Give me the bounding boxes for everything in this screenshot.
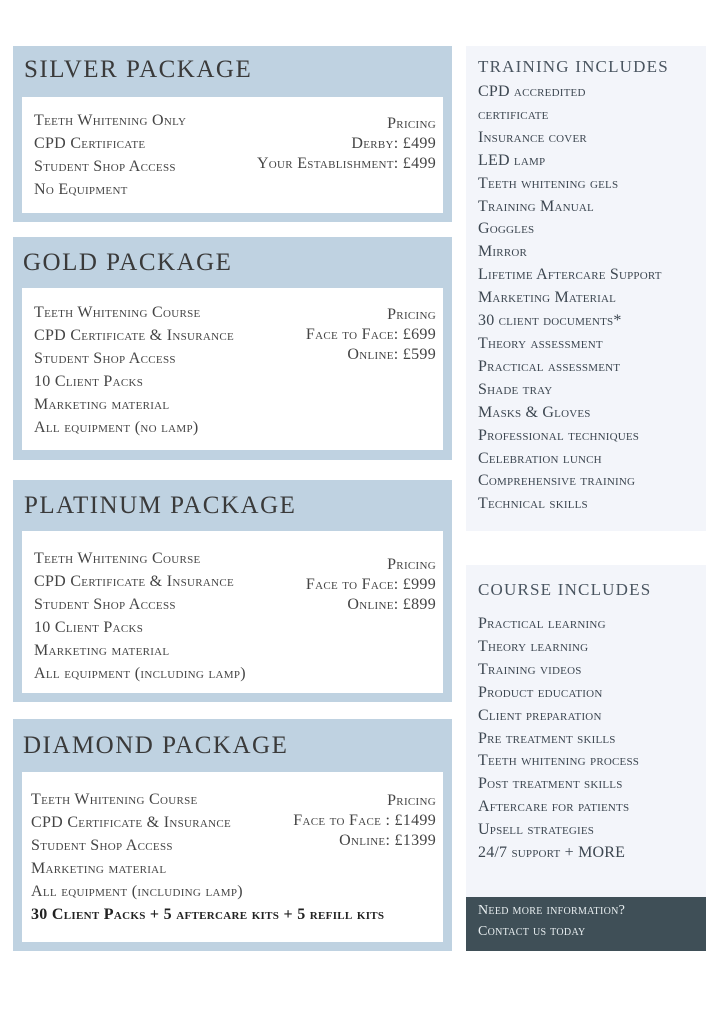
training-item: Technical skills	[478, 495, 588, 513]
training-item: Comprehensive training	[478, 472, 636, 490]
feature-item-highlight: 30 Client Packs + 5 aftercare kits + 5 refill kits	[31, 906, 385, 923]
training-item: Shade tray	[478, 380, 553, 398]
pricing-block	[306, 555, 436, 615]
package-title: DIAMOND PACKAGE	[23, 732, 289, 759]
training-item: Marketing Material	[478, 289, 617, 307]
course-item: Teeth whitening process	[478, 752, 640, 770]
training-item: Lifetime Aftercare Support	[478, 266, 662, 284]
gold-package	[13, 237, 452, 460]
package-title: PLATINUM PACKAGE	[24, 492, 297, 519]
feature-item: Teeth Whitening Course	[34, 304, 201, 321]
course-list	[478, 613, 639, 865]
feature-item: CPD Certificate & Insurance	[34, 327, 235, 344]
training-item: Professional techniques	[478, 426, 640, 444]
diamond-package	[13, 719, 452, 951]
training-item: Mirror	[478, 243, 528, 261]
contact-line-1: Need more information?	[478, 903, 626, 918]
training-item: 30 client documents*	[478, 312, 622, 330]
package-details	[22, 288, 443, 450]
training-item: Masks & Gloves	[478, 403, 591, 421]
training-item: Insurance cover	[478, 128, 587, 146]
feature-item: Marketing material	[34, 642, 170, 659]
feature-item: CPD Certificate	[34, 135, 146, 152]
course-item: Practical learning	[478, 615, 606, 632]
course-item: Training videos	[478, 660, 582, 678]
course-item: Theory learning	[478, 637, 589, 655]
price-establishment: Your Establishment: £499	[256, 155, 436, 172]
training-item: LED lamp	[478, 151, 546, 169]
training-item: certificate	[478, 105, 549, 123]
training-item: Training Manual	[478, 197, 594, 215]
course-item: Upsell strategies	[478, 821, 595, 839]
training-list	[478, 81, 662, 516]
feature-item: All equipment (including lamp)	[31, 883, 243, 900]
feature-item: No Equipment	[34, 181, 128, 198]
package-title: SILVER PACKAGE	[24, 56, 253, 83]
feature-item: Student Shop Access	[34, 158, 176, 175]
feature-item: Teeth Whitening Course	[34, 550, 201, 567]
training-item: CPD accredited	[478, 83, 586, 100]
training-item: Practical assessment	[478, 357, 621, 375]
feature-list	[34, 301, 234, 439]
feature-item: Student Shop Access	[31, 837, 173, 854]
course-includes-title: COURSE INCLUDES	[478, 580, 652, 599]
feature-item: CPD Certificate & Insurance	[34, 573, 235, 590]
price-face-to-face: Face to Face: £999	[305, 576, 436, 593]
price-face-to-face: Face to Face : £1499	[293, 812, 436, 829]
feature-item: Student Shop Access	[34, 350, 176, 367]
package-details	[22, 97, 443, 213]
training-item: Celebration lunch	[478, 449, 602, 467]
price-online: Online: £899	[347, 596, 436, 613]
feature-item: All equipment (including lamp)	[34, 665, 246, 682]
feature-item: Marketing material	[31, 860, 167, 877]
price-online: Online: £599	[347, 346, 436, 363]
contact-line-2[interactable]: Contact us today	[478, 924, 586, 939]
price-face-to-face: Face to Face: £699	[305, 326, 436, 343]
course-item: Pre treatment skills	[478, 729, 616, 747]
package-title: GOLD PACKAGE	[23, 249, 233, 276]
feature-item: All equipment (no lamp)	[34, 419, 199, 436]
course-item: Aftercare for patients	[478, 798, 630, 816]
course-includes-panel	[466, 565, 706, 897]
feature-list	[34, 547, 246, 685]
training-item: Theory assessment	[478, 334, 603, 352]
feature-item: CPD Certificate & Insurance	[31, 814, 232, 831]
pricing-label: Pricing	[387, 556, 436, 573]
training-includes-title: TRAINING INCLUDES	[478, 57, 669, 76]
pricing-block	[306, 305, 436, 365]
training-item: Goggles	[478, 220, 535, 238]
feature-item: 10 Client Packs	[34, 373, 144, 390]
pricing-label: Pricing	[387, 306, 436, 323]
pricing-block	[293, 791, 436, 851]
package-details	[22, 531, 443, 693]
pricing-label: Pricing	[387, 792, 436, 809]
price-online: Online: £1399	[339, 832, 436, 849]
course-item: Client preparation	[478, 706, 602, 724]
pricing-label: Pricing	[387, 115, 436, 132]
feature-item: Student Shop Access	[34, 596, 176, 613]
feature-item: Teeth Whitening Course	[31, 791, 198, 808]
feature-item: Teeth Whitening Only	[34, 112, 187, 129]
course-item: Post treatment skills	[478, 775, 623, 793]
feature-item: Marketing material	[34, 396, 170, 413]
training-includes-panel	[466, 46, 706, 531]
price-derby: Derby: £499	[351, 135, 436, 152]
silver-package	[13, 46, 452, 222]
training-item: Teeth whitening gels	[478, 174, 619, 192]
pricing-block	[257, 114, 436, 174]
course-item: 24/7 support + MORE	[478, 844, 626, 862]
package-details	[22, 772, 443, 942]
feature-list	[34, 109, 186, 201]
feature-item: 10 Client Packs	[34, 619, 144, 636]
platinum-package	[13, 480, 452, 702]
course-item: Product education	[478, 683, 603, 701]
contact-banner[interactable]	[466, 897, 706, 951]
